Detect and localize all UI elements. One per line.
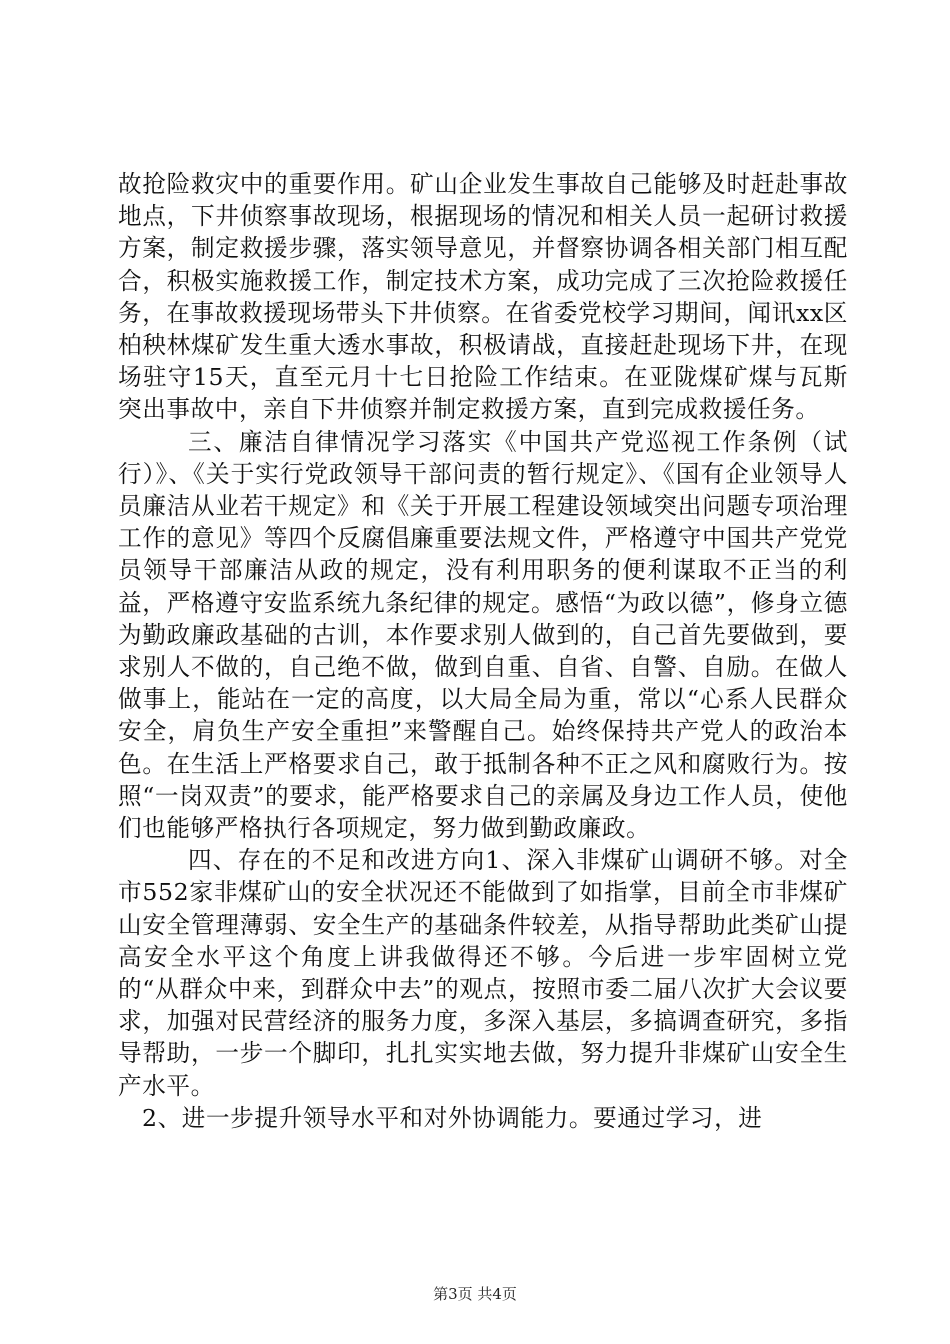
paragraph-integrity-self-discipline: 三、廉洁自律情况学习落实《中国共产党巡视工作条例（试行）》、《关于实行党政领导干部问责的暂行规定》、《国有企业领导人员廉洁从业若干规定》和《关于开展工程建设领域突出问题专项治理工作的意见》等四个反腐倡廉重要法规文件，严格遵守中国共产党党员领导干部廉洁从政的规定，没有利用职务的便利谋取不正当的利益，严格遵守安监系统九条纪律的规定。感悟“为政以德”，修身立德为勤政廉政基础的古训，本作要求别人做到的，自己首先要做到，要求别人不做的，自己绝不做，做到自重、自省、自警、自励。在做人做事上，能站在一定的高度，以大局全局为重，常以“心系人民群众安全，肩负生产安全重担”来警醒自己。始终保持共产党人的政治本色。在生活上严格要求自己，敢于抵制各种不正之风和腐败行为。按照“一岗双责”的要求，能严格要求自己的亲属及身边工作人员，使他们也能够严格执行各项规定，努力做到勤政廉政。: [118, 427, 848, 843]
page-footer: 第3页 共4页: [433, 1285, 517, 1303]
paragraph-rescue-work: 故抢险救灾中的重要作用。矿山企业发生事故自己能够及时赶赴事故地点，下井侦察事故现场，根据现场的情况和相关人员一起研讨救援方案，制定救援步骤，落实领导意见，并督察协调各相关部门相互配合，积极实施救援工作，制定技术方案，成功完成了三次抢险救援任务，在事故救援现场带头下井侦察。在省委党校学习期间，闻讯xx区柏秧林煤矿发生重大透水事故，积极请战，直接赶赴现场下井，在现场驻守15天，直至元月十七日抢险工作结束。在亚陇煤矿煤与瓦斯突出事故中，亲自下井侦察并制定救援方案，直到完成救援任务。: [118, 170, 848, 424]
document-body: [118, 168, 848, 1134]
paragraph-leadership-improvement: 2、进一步提升领导水平和对外协调能力。要通过学习，进: [142, 1103, 763, 1132]
paragraph-shortcomings-improvement: 四、存在的不足和改进方向1、深入非煤矿山调研不够。对全市552家非煤矿山的安全状况还不能做到了如指掌，目前全市非煤矿山安全管理薄弱、安全生产的基础条件较差，从指导帮助此类矿山提高安全水平这个角度上讲我做得还不够。今后进一步牢固树立党的“从群众中来，到群众中去”的观点，按照市委二届八次扩大会议要求，加强对民营经济的服务力度，多深入基层，多搞调查研究，多指导帮助，一步一个脚印，扎扎实实地去做，努力提升非煤矿山安全生产水平。: [118, 846, 848, 1100]
